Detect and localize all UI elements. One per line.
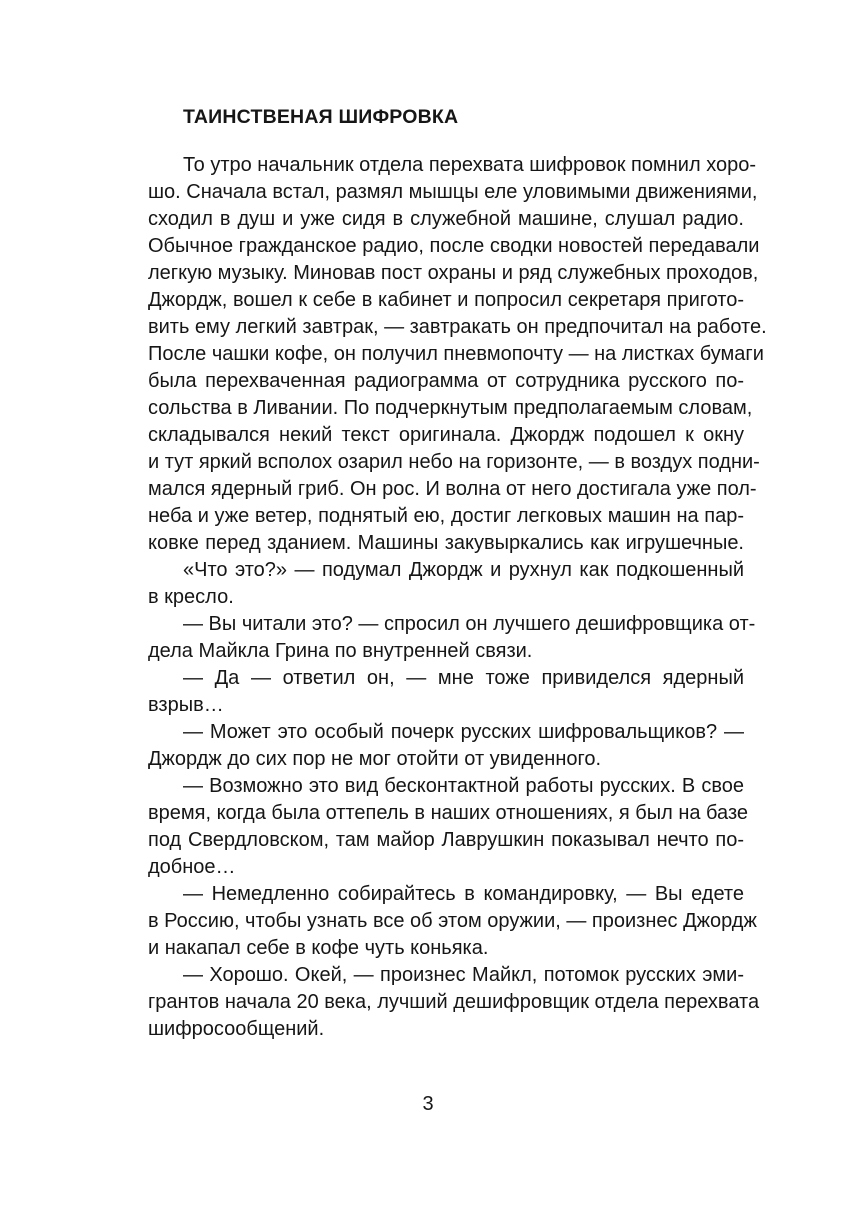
text-line: была перехваченная радиограмма от сотрудника русского по- bbox=[148, 370, 744, 392]
text-line: «Что это?» — подумал Джордж и рухнул как подкошенный bbox=[183, 559, 744, 581]
text-line: неба и уже ветер, поднятый ею, достиг легковых машин на пар- bbox=[148, 505, 744, 527]
text-line: в кресло. bbox=[148, 586, 234, 608]
text-line: вить ему легкий завтрак, — завтракать он предпочитал на работе. bbox=[148, 316, 767, 338]
text-line: мался ядерный гриб. Он рос. И волна от него достигала уже пол- bbox=[148, 478, 757, 500]
text-line: легкую музыку. Миновав пост охраны и ряд служебных проходов, bbox=[148, 262, 759, 284]
text-line: После чашки кофе, он получил пневмопочту — на листках бумаги bbox=[148, 343, 764, 365]
text-line: взрыв… bbox=[148, 694, 224, 716]
chapter-title: ТАИНСТВЕНАЯ ШИФРОВКА bbox=[183, 106, 459, 128]
text-line: То утро начальник отдела перехвата шифровок помнил хоро- bbox=[183, 154, 756, 176]
text-line: и тут яркий всполох озарил небо на горизонте, — в воздух подни- bbox=[148, 451, 760, 473]
text-line: шо. Сначала встал, размял мышцы еле уловимыми движениями, bbox=[148, 181, 758, 203]
text-line: Джордж до сих пор не мог отойти от увиденного. bbox=[148, 748, 602, 770]
text-line: сольства в Ливании. По подчеркнутым предполагаемым словам, bbox=[148, 397, 753, 419]
page-number: 3 bbox=[422, 1093, 434, 1115]
text-line: в Россию, чтобы узнать все об этом оружии, — произнес Джордж bbox=[148, 910, 757, 932]
text-line: — Может это особый почерк русских шифровальщиков? — bbox=[183, 721, 744, 743]
text-line: Джордж, вошел к себе в кабинет и попросил секретаря пригото- bbox=[148, 289, 744, 311]
text-line: дела Майкла Грина по внутренней связи. bbox=[148, 640, 533, 662]
text-line: добное… bbox=[148, 856, 236, 878]
text-line: время, когда была оттепель в наших отношениях, я был на базе bbox=[148, 802, 749, 824]
text-line: и накапал себе в кофе чуть коньяка. bbox=[148, 937, 489, 959]
text-line: под Свердловском, там майор Лаврушкин показывал нечто по- bbox=[148, 829, 744, 851]
text-line: сходил в душ и уже сидя в служебной машине, слушал радио. bbox=[148, 208, 744, 230]
text-line: — Хорошо. Окей, — произнес Майкл, потомок русских эми- bbox=[183, 964, 744, 986]
text-line: ковке перед зданием. Машины закувыркались как игрушечные. bbox=[148, 532, 744, 554]
text-line: — Немедленно собирайтесь в командировку, — Вы едете bbox=[183, 883, 744, 905]
text-line: — Вы читали это? — спросил он лучшего дешифровщика от- bbox=[183, 613, 756, 635]
text-line: грантов начала 20 века, лучший дешифровщик отдела перехвата bbox=[148, 991, 760, 1013]
text-line: Обычное гражданское радио, после сводки новостей передавали bbox=[148, 235, 760, 257]
text-line: шифросообщений. bbox=[148, 1018, 325, 1040]
text-line: складывался некий текст оригинала. Джордж подошел к окну bbox=[148, 424, 744, 446]
text-line: — Да — ответил он, — мне тоже привиделся ядерный bbox=[183, 667, 744, 689]
text-line: — Возможно это вид бесконтактной работы русских. В свое bbox=[183, 775, 744, 797]
